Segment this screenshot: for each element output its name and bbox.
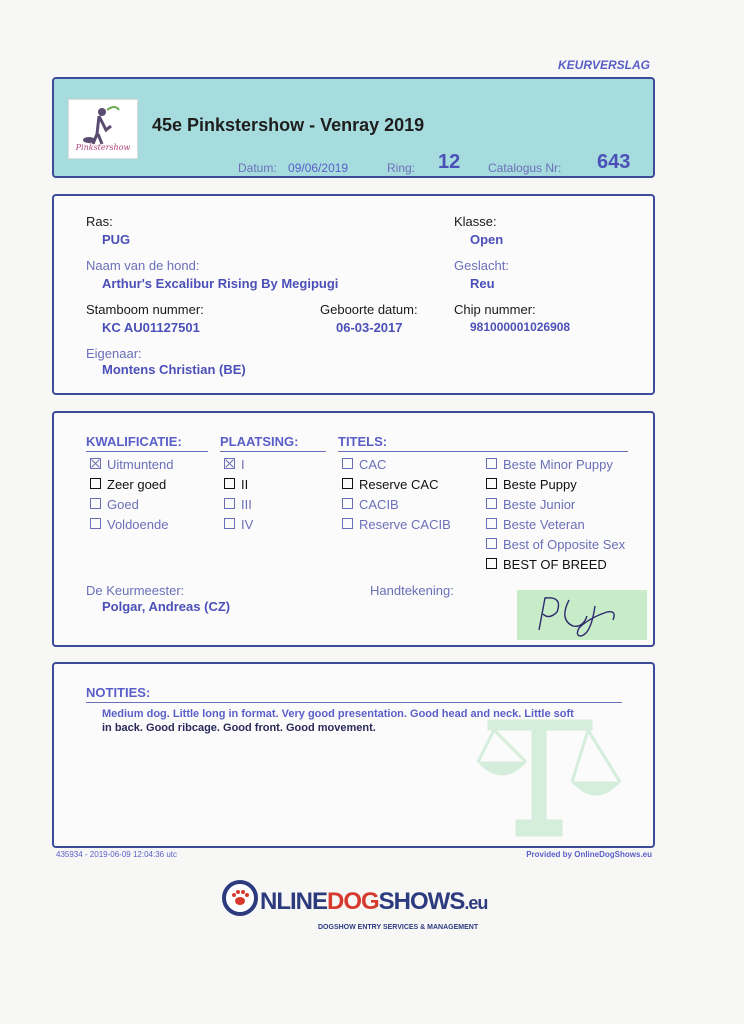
tit1-item bbox=[342, 495, 451, 515]
chip-value: 981000001026908 bbox=[470, 320, 571, 334]
tit1-item bbox=[342, 515, 451, 535]
footer-provided-by: Provided by OnlineDogShows.eu bbox=[526, 850, 652, 859]
checkbox-icon[interactable] bbox=[224, 518, 235, 529]
checkbox-label: III bbox=[241, 497, 252, 512]
checkbox-icon[interactable] bbox=[486, 458, 497, 469]
signature-stamp bbox=[517, 590, 647, 640]
ras-value: PUG bbox=[102, 232, 131, 247]
checkbox-label: Goed bbox=[107, 497, 139, 512]
titels-header: TITELS: bbox=[338, 433, 628, 452]
tit2-item bbox=[486, 475, 625, 495]
footer-id: 435934 - 2019-06-09 12:04:36 utc bbox=[56, 850, 177, 859]
brand-eu: .eu bbox=[464, 893, 488, 913]
checkbox-label: Reserve CAC bbox=[359, 477, 439, 492]
checkbox-icon[interactable] bbox=[342, 498, 353, 509]
brand-online: NLINE bbox=[260, 888, 327, 915]
klasse-label: Klasse: bbox=[454, 214, 497, 229]
checkbox-label: Voldoende bbox=[107, 517, 169, 532]
checkbox-label: I bbox=[241, 457, 245, 472]
brand-shows: SHOWS bbox=[378, 888, 465, 915]
stamboom-label: Stamboom nummer: bbox=[86, 302, 204, 317]
eigenaar-value: Montens Christian (BE) bbox=[102, 362, 246, 377]
tit2-item bbox=[486, 495, 625, 515]
plaats-item bbox=[224, 495, 253, 515]
geslacht-label: Geslacht: bbox=[454, 258, 509, 273]
notes-line-1: Medium dog. Little long in format. Very good presentation. Good head and neck. Little soft bbox=[102, 708, 574, 720]
ras-label: Ras: bbox=[86, 214, 113, 229]
checkbox-icon[interactable] bbox=[486, 558, 497, 569]
scales-watermark-icon bbox=[468, 702, 638, 842]
ring-label: Ring: bbox=[387, 161, 416, 175]
naam-value: Arthur's Excalibur Rising By Megipugi bbox=[102, 276, 339, 291]
klasse-value: Open bbox=[470, 232, 504, 247]
report-label: KEURVERSLAG bbox=[557, 58, 650, 72]
checkbox-icon[interactable] bbox=[342, 458, 353, 469]
tit1-item bbox=[342, 455, 451, 475]
titels-list-2 bbox=[486, 455, 625, 575]
brand-dog: DOG bbox=[327, 888, 379, 915]
keurmeester-label: De Keurmeester: bbox=[86, 583, 185, 598]
checkbox-label: Beste Minor Puppy bbox=[503, 457, 613, 472]
checkbox-label: IV bbox=[241, 517, 254, 532]
dog-details-panel bbox=[52, 194, 655, 395]
geboorte-label: Geboorte datum: bbox=[320, 302, 418, 317]
catalogus-label: Catalogus Nr: bbox=[488, 161, 562, 175]
checkbox-label: Beste Puppy bbox=[503, 477, 577, 492]
tit2-item bbox=[486, 515, 625, 535]
kwal-item bbox=[90, 515, 173, 535]
tit2-item bbox=[486, 535, 625, 555]
tit2-item bbox=[486, 555, 625, 575]
checkbox-icon[interactable] bbox=[486, 538, 497, 549]
naam-label: Naam van de hond: bbox=[86, 258, 200, 273]
checkbox-label: BEST OF BREED bbox=[503, 557, 607, 572]
kwalificatie-list bbox=[90, 455, 173, 535]
checkbox-icon[interactable] bbox=[224, 498, 235, 509]
checkbox-icon[interactable] bbox=[486, 518, 497, 529]
notes-header: NOTITIES: bbox=[86, 684, 622, 703]
checkbox-icon[interactable] bbox=[342, 518, 353, 529]
signature-icon bbox=[517, 590, 647, 640]
tit2-item bbox=[486, 455, 625, 475]
show-title: 45e Pinkstershow - Venray 2019 bbox=[152, 115, 425, 135]
checkbox-icon[interactable] bbox=[90, 458, 101, 469]
ring-value: 12 bbox=[438, 151, 461, 173]
geslacht-value: Reu bbox=[470, 276, 495, 291]
handtekening-label: Handtekening: bbox=[370, 583, 454, 598]
checkbox-label: Beste Veteran bbox=[503, 517, 585, 532]
plaats-item bbox=[224, 515, 253, 535]
checkbox-label: CAC bbox=[359, 457, 387, 472]
judging-panel bbox=[52, 411, 655, 647]
checkbox-icon[interactable] bbox=[90, 498, 101, 509]
notes-line-2: in back. Good ribcage. Good front. Good movement. bbox=[102, 722, 376, 734]
stamboom-value: KC AU01127501 bbox=[102, 320, 200, 335]
datum-value: 09/06/2019 bbox=[288, 161, 349, 175]
checkbox-label: Beste Junior bbox=[503, 497, 576, 512]
checkbox-icon[interactable] bbox=[342, 478, 353, 489]
checkbox-icon[interactable] bbox=[224, 458, 235, 469]
header-meta bbox=[238, 161, 348, 175]
checkbox-label: CACIB bbox=[359, 497, 399, 512]
keurmeester-value: Polgar, Andreas (CZ) bbox=[102, 599, 231, 614]
checkbox-label: Reserve CACIB bbox=[359, 517, 451, 532]
plaatsing-header: PLAATSING: bbox=[220, 433, 326, 452]
chip-label: Chip nummer: bbox=[454, 302, 536, 317]
tit1-item bbox=[342, 475, 451, 495]
brand-tagline: DOGSHOW ENTRY SERVICES & MANAGEMENT bbox=[318, 924, 479, 931]
eigenaar-label: Eigenaar: bbox=[86, 346, 142, 361]
checkbox-icon[interactable] bbox=[486, 498, 497, 509]
plaats-item bbox=[224, 475, 253, 495]
checkbox-icon[interactable] bbox=[90, 478, 101, 489]
datum-label: Datum: bbox=[238, 161, 277, 175]
kwal-item bbox=[90, 455, 173, 475]
geboorte-value: 06-03-2017 bbox=[336, 320, 403, 335]
kwal-item bbox=[90, 495, 173, 515]
kwal-item bbox=[90, 475, 173, 495]
checkbox-label: Best of Opposite Sex bbox=[503, 537, 626, 552]
checkbox-icon[interactable] bbox=[90, 518, 101, 529]
plaats-item bbox=[224, 455, 253, 475]
notes-panel bbox=[52, 662, 655, 848]
checkbox-label: Zeer goed bbox=[107, 477, 167, 492]
checkbox-label: II bbox=[241, 477, 249, 492]
checkbox-icon[interactable] bbox=[486, 478, 497, 489]
paw-icon bbox=[222, 880, 258, 916]
brand-logo bbox=[220, 878, 490, 948]
show-logo bbox=[68, 99, 138, 159]
header-panel bbox=[52, 77, 655, 178]
plaatsing-list bbox=[224, 455, 253, 535]
titels-list-1 bbox=[342, 455, 451, 535]
catalogus-value: 643 bbox=[597, 151, 631, 173]
logo-text: Pinkstershow bbox=[75, 143, 131, 152]
checkbox-icon[interactable] bbox=[224, 478, 235, 489]
kwalificatie-header: KWALIFICATIE: bbox=[86, 433, 208, 452]
checkbox-label: Uitmuntend bbox=[107, 457, 174, 472]
